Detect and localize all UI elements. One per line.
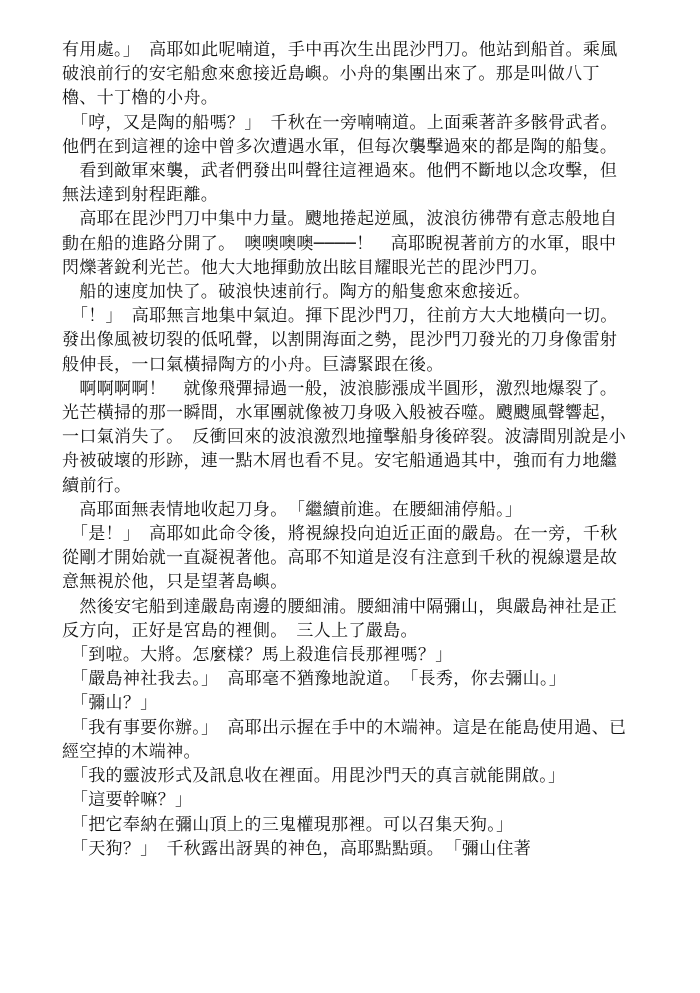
paragraph: 「哼，又是陶的船嗎？」 千秋在一旁喃喃道。上面乘著許多骸骨武者。他們在到這裡的途中曾多次遭遇水軍，但每次襲擊過來的都是陶的船隻。: [62, 112, 618, 157]
paragraph: 看到敵軍來襲，武者們發出叫聲往這裡過來。他們不斷地以念攻擊，但無法達到射程距離。: [62, 161, 618, 206]
paragraph: 「這要幹嘛？」: [62, 790, 193, 811]
paragraph: 「是！」 高耶如此命令後，將視線投向迫近正面的嚴島。在一旁，千秋從剛才開始就一直凝視著他。高耶不知道是沒有注意到千秋的視線還是故意無視於他，只是望著島嶼。: [62, 524, 618, 593]
paragraph: 「！」 高耶無言地集中氣迫。揮下毘沙門刀，往前方大大地橫向一切。 發出像風被切裂的低吼聲，以割開海面之勢，毘沙門刀發光的刀身像雷射般伸長，一口氣橫掃陶方的小舟。巨濤緊跟在後。: [62, 306, 627, 375]
paragraph: 然後安宅船到達嚴島南邊的腰細浦。腰細浦中隔彌山，與嚴島神社是正反方向，正好是宮島的裡側。 三人上了嚴島。: [62, 596, 618, 641]
paragraph: 「我有事要你辦。」 高耶出示握在手中的木端神。這是在能島使用過、已經空掉的木端神。: [62, 717, 627, 762]
paragraph: 「我的靈波形式及訊息收在裡面。用毘沙門天的真言就能開啟。」: [62, 766, 566, 787]
paragraph: 「天狗？」 千秋露出訝異的神色，高耶點點頭。 「彌山住著: [62, 838, 532, 859]
paragraph: 「彌山？」: [62, 693, 158, 714]
paragraph: 「把它奉納在彌山頂上的三鬼權現那裡。可以召集天狗。」: [62, 814, 514, 835]
paragraph: 船的速度加快了。破浪快速前行。陶方的船隻愈來愈接近。: [62, 282, 531, 303]
paragraph: 啊啊啊啊！ 就像飛彈掃過一般，波浪膨漲成半圓形，激烈地爆裂了。光芒橫掃的那一瞬間，水軍團就像被刀身吸入般被吞噬。颼颼風聲響起，一口氣消失了。 反衝回來的波浪激烈地撞擊船身後碎裂。波濤間別說是小舟被破壞的形跡，連一點木屑也看不見。安宅船通過其中，強而有力地繼續前行。: [62, 378, 627, 496]
paragraph: 「到啦。大將。怎麼樣？馬上殺進信長那裡嗎？」: [62, 645, 453, 666]
paragraph: 有用處。」 高耶如此呢喃道，手中再次生出毘沙門刀。他站到船首。乘風破浪前行的安宅船愈來愈接近島嶼。小舟的集團出來了。那是叫做八丁櫓、十丁櫓的小舟。: [62, 40, 618, 109]
paragraph: 高耶在毘沙門刀中集中力量。颼地捲起逆風，波浪彷彿帶有意志般地自動在船的進路分開了。 噢噢噢噢────！ 高耶睨視著前方的水軍，眼中閃爍著銳利光芒。他大大地揮動放出眩目耀眼光芒的毘沙門刀。: [62, 209, 618, 278]
paragraph: 高耶面無表情地收起刀身。 「繼續前進。在腰細浦停船。」: [62, 499, 523, 520]
paragraph: 「嚴島神社我去。」 高耶毫不猶豫地說道。 「長秀，你去彌山。」: [62, 669, 567, 690]
document-page: [62, 38, 630, 861]
